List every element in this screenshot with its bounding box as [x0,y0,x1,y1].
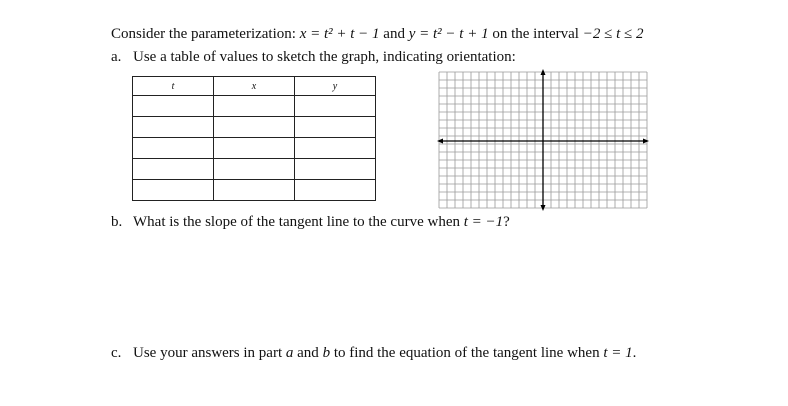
and-word: and [383,26,405,42]
table-cell[interactable] [133,117,214,138]
table-row [133,96,376,117]
interval: −2 ≤ t ≤ 2 [582,26,644,42]
table-cell[interactable] [133,138,214,159]
question-c-condition: t = 1 [603,345,633,361]
y-equation: y = t² − t + 1 [408,26,489,42]
table-cell[interactable] [214,159,295,180]
question-c-text-1: Use your answers in part [133,345,283,361]
question-b-text: What is the slope of the tangent line to the curve when [133,214,460,230]
table-cell[interactable] [295,159,376,180]
question-b-condition: t = −1 [463,214,504,230]
header-t: t [133,77,214,96]
coordinate-grid[interactable] [435,68,651,212]
question-a-text: Use a table of values to sketch the graph, indicating orientation: [133,49,516,65]
table-cell[interactable] [295,138,376,159]
question-c-end: . [632,345,637,361]
table-cell[interactable] [295,96,376,117]
question-a-label: a. [111,49,122,65]
interval-lead: on the interval [492,26,579,42]
table-cell[interactable] [133,159,214,180]
question-c-text-3: to find the equation of the tangent line when [333,345,600,361]
problem-statement [111,26,643,43]
table-cell[interactable] [295,180,376,201]
table-row [133,159,376,180]
question-c-ref-a: a [285,345,294,361]
table-cell[interactable] [214,117,295,138]
question-a [111,49,516,66]
question-b-end: ? [503,214,510,230]
table-cell[interactable] [295,117,376,138]
table-cell[interactable] [214,96,295,117]
table-cell[interactable] [214,180,295,201]
question-c-ref-b: b [322,345,331,361]
question-b-label: b. [111,214,123,230]
header-x: x [214,77,295,96]
table-row [133,180,376,201]
table-row [133,117,376,138]
question-b [111,214,510,231]
x-axis-right-arrow-icon [643,139,649,144]
intro-lead: Consider the parameterization: [111,26,296,42]
y-axis [541,69,546,211]
x-equation: x = t² + t − 1 [299,26,380,42]
table-row [133,138,376,159]
table-cell[interactable] [133,180,214,201]
table-cell[interactable] [214,138,295,159]
question-c [111,345,636,362]
question-c-text-2: and [297,345,319,361]
question-c-label: c. [111,345,122,361]
x-axis-left-arrow-icon [437,139,443,144]
header-y: y [295,77,376,96]
table-cell[interactable] [133,96,214,117]
table-header-row [133,77,376,96]
values-table [132,76,376,201]
